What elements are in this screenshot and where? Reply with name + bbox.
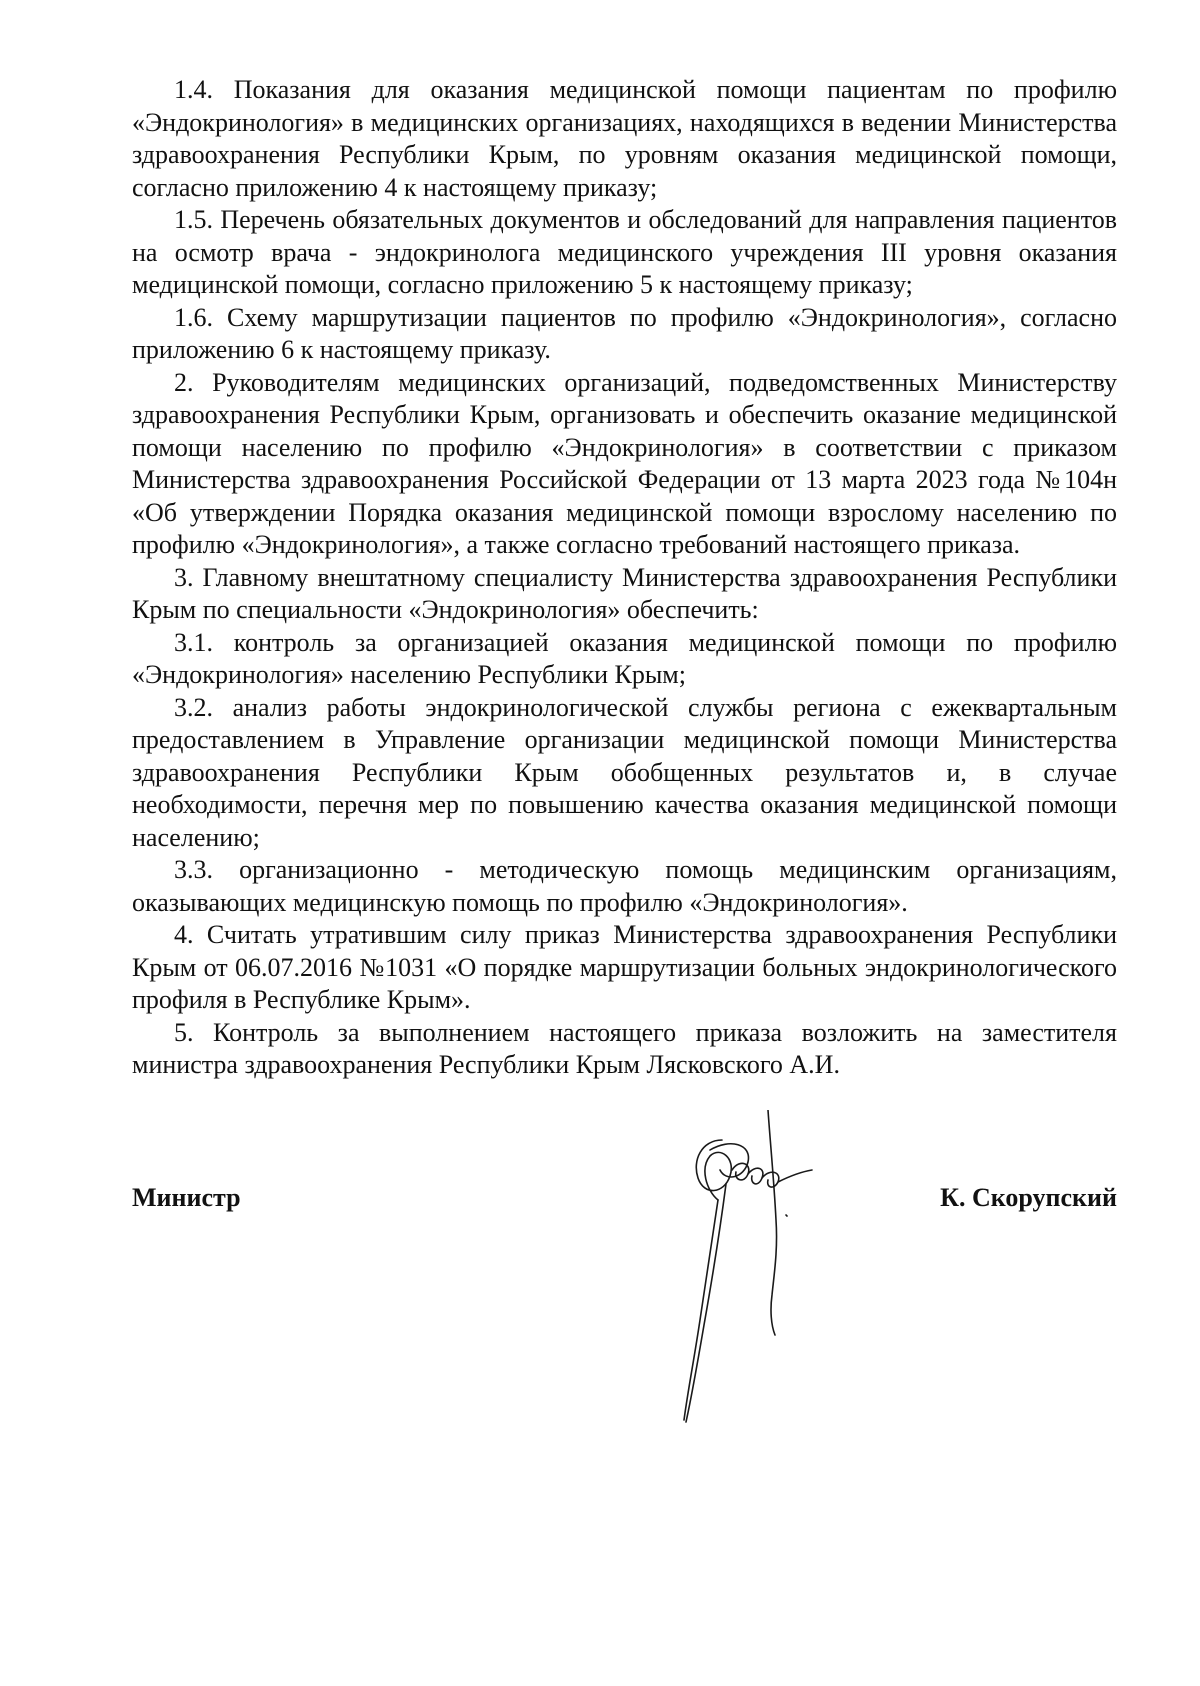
- paragraph-3-3: 3.3. организационно - методическую помощь медицинским организациям, оказывающих медицинскую помощь по профилю «Эндокринология».: [132, 855, 1117, 917]
- signature-block: [132, 1183, 1117, 1219]
- paragraph-1-4: 1.4. Показания для оказания медицинской помощи пациентам по профилю «Эндокринология» в медицинских организациях, находящихся в ведении Министерства здравоохранения Республики Крым, по уровням оказания медицинской помощи, согласно приложению 4 к настоящему приказу;: [132, 75, 1117, 202]
- paragraph-3-2: 3.2. анализ работы эндокринологической службы региона с ежеквартальным предоставлением в Управление организации медицинской помощи Министерства здравоохранения Республики Крым обобщенных результатов и, в случае необходимости, перечня мер по повышению качества оказания медицинской помощи населению;: [132, 692, 1117, 852]
- document-body: [132, 74, 1117, 1082]
- paragraph-1-6: 1.6. Схему маршрутизации пациентов по профилю «Эндокринология», согласно приложению 6 к настоящему приказу.: [132, 302, 1117, 364]
- paragraph-3: 3. Главному внештатному специалисту Министерства здравоохранения Республики Крым по специальности «Эндокринология» обеспечить:: [132, 562, 1117, 624]
- paragraph-4: 4. Считать утратившим силу приказ Министерства здравоохранения Республики Крым от 06.07.2016 №1031 «О порядке маршрутизации больных эндокринологического профиля в Республике Крым».: [132, 920, 1117, 1014]
- paragraph-2: 2. Руководителям медицинских организаций, подведомственных Министерству здравоохранения Республики Крым, организовать и обеспечить оказание медицинской помощи населению по профилю «Эндокринология» в соответствии с приказом Министерства здравоохранения Российской Федерации от 13 марта 2023 года №104н «Об утверждении Порядка оказания медицинской помощи взрослому населению по профилю «Эндокринология», а также согласно требований настоящего приказа.: [132, 367, 1117, 559]
- signatory-name: К. Скорупский: [940, 1183, 1117, 1212]
- signatory-title: Министр: [132, 1183, 241, 1212]
- paragraph-1-5: 1.5. Перечень обязательных документов и обследований для направления пациентов на осмотр врача - эндокринолога медицинского учреждения III уровня оказания медицинской помощи, согласно приложению 5 к настоящему приказу;: [132, 205, 1117, 299]
- handwritten-signature: [640, 1110, 840, 1430]
- paragraph-3-1: 3.1. контроль за организацией оказания медицинской помощи по профилю «Эндокринология» населению Республики Крым;: [132, 627, 1117, 689]
- paragraph-5: 5. Контроль за выполнением настоящего приказа возложить на заместителя министра здравоохранения Республики Крым Лясковского А.И.: [132, 1017, 1117, 1079]
